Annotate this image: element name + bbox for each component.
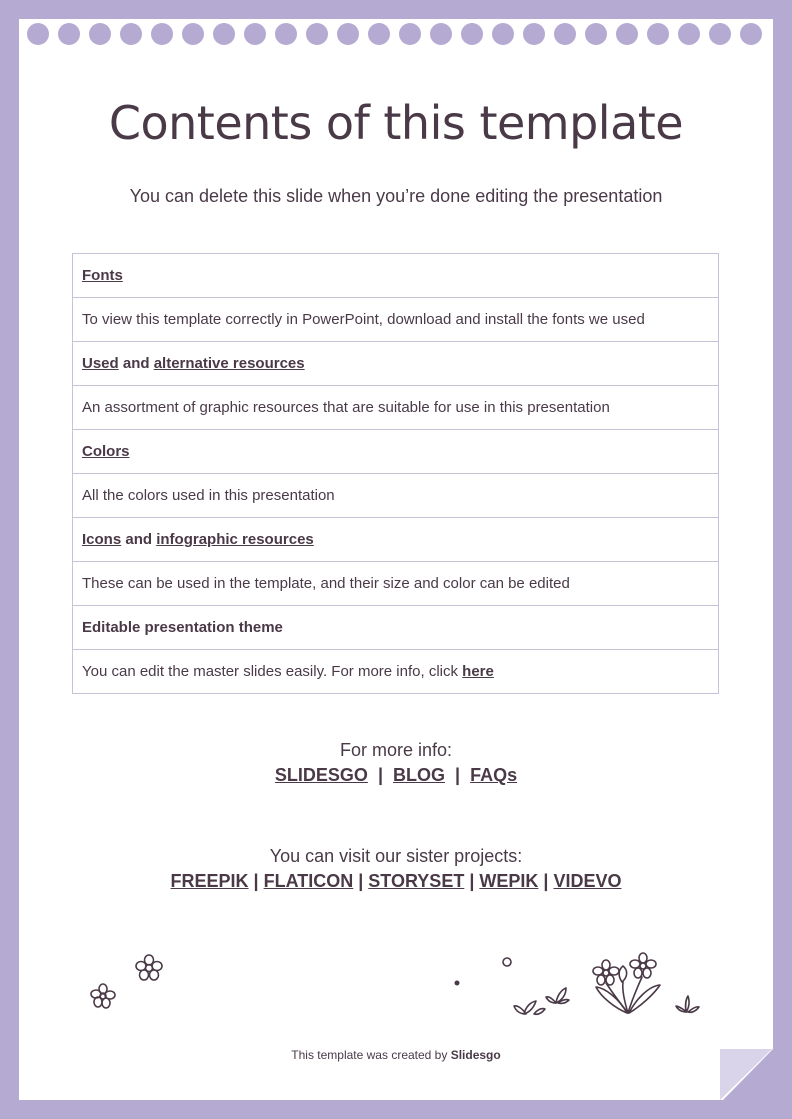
credit-brand: Slidesgo: [450, 1048, 501, 1062]
colors-link[interactable]: Colors: [82, 443, 130, 460]
circle-doodle-icon: [503, 958, 511, 966]
more-info-block: For more info: SLIDESGO | BLOG | FAQs: [0, 740, 792, 786]
icons-description: These can be used in the template, and their size and color can be edited: [73, 562, 719, 606]
joiner-text: and: [118, 355, 154, 372]
sprout-doodle-icon: [546, 988, 569, 1003]
joiner-text: and: [121, 531, 157, 548]
used-resources-link[interactable]: Used: [82, 355, 119, 372]
dot-icon: [455, 981, 460, 986]
flaticon-link[interactable]: FLATICON: [263, 871, 354, 891]
credit-text: This template was created by: [291, 1048, 451, 1062]
page-subtitle: You can delete this slide when you’re done editing the presentation: [129, 186, 663, 206]
flower-doodle-icon: [136, 955, 162, 980]
infographic-resources-link[interactable]: infographic resources: [156, 531, 314, 548]
sprout-doodle-icon: [676, 996, 699, 1012]
fonts-description: To view this template correctly in PowerPoint, download and install the fonts we used: [73, 298, 719, 342]
wepik-link[interactable]: WEPIK: [479, 871, 539, 891]
storyset-link[interactable]: STORYSET: [368, 871, 465, 891]
blog-link[interactable]: BLOG: [393, 765, 445, 785]
videvo-link[interactable]: VIDEVO: [553, 871, 622, 891]
credit-line: [0, 1048, 792, 1062]
here-link[interactable]: here: [462, 663, 494, 680]
bouquet-doodle-icon: [593, 953, 660, 1013]
theme-description: You can edit the master slides easily. For more info, click: [82, 663, 463, 680]
editable-theme-heading: Editable presentation theme: [73, 606, 719, 650]
sprout-doodle-icon: [514, 1001, 545, 1014]
sister-projects-block: You can visit our sister projects: FREEPIK | FLATICON | STORYSET | WEPIK | VIDEVO: [0, 846, 792, 892]
faqs-link[interactable]: FAQs: [470, 765, 518, 785]
colors-description: All the colors used in this presentation: [73, 474, 719, 518]
page-title: Contents of this template: [108, 96, 684, 150]
freepik-link[interactable]: FREEPIK: [170, 871, 249, 891]
sister-projects-label: You can visit our sister projects:: [269, 846, 523, 866]
more-info-label: For more info:: [339, 740, 453, 760]
flower-doodle-icon: [91, 984, 115, 1008]
slidesgo-link[interactable]: SLIDESGO: [274, 765, 368, 785]
fonts-link[interactable]: Fonts: [82, 267, 123, 284]
icons-link[interactable]: Icons: [82, 531, 122, 548]
alternative-resources-link[interactable]: alternative resources: [153, 355, 305, 372]
resources-description: An assortment of graphic resources that are suitable for use in this presentation: [73, 386, 719, 430]
